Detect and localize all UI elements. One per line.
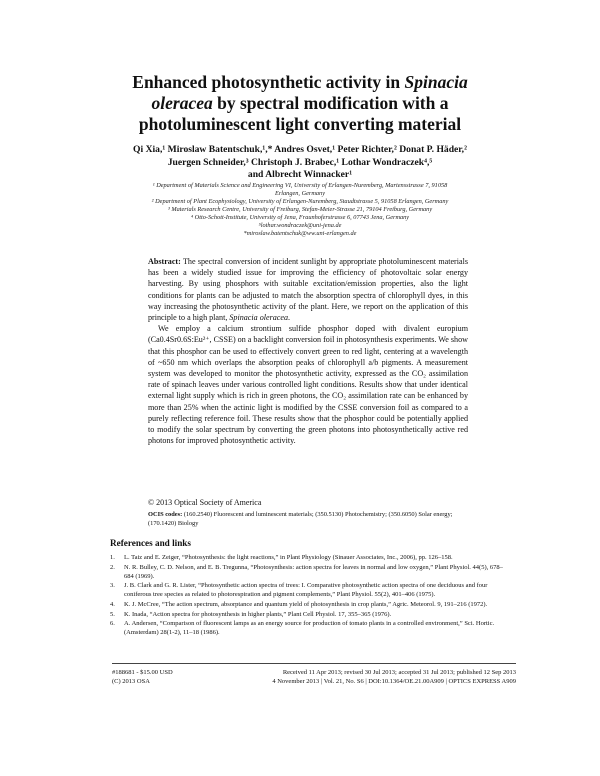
page-footer xyxy=(112,668,516,686)
title-line2-b: by spectral modification with a xyxy=(212,93,449,113)
reference-text: K. Inada, “Action spectra for photosynthesis in higher plants,” Plant Cell Physiol. 17, 355–365 (1976). xyxy=(124,610,392,618)
reference-text: J. B. Clark and G. R. Lister, “Photosynthetic action spectra of trees: I. Comparative photosynthetic action spectra of one deciduous and four coniferous tree species as related to photorespiration and pigment complements,” Plant Physiol. 55(2), 401–406 (1975). xyxy=(124,582,488,599)
affiliation-line: ⁴ Otto-Schott-Institute, University of Jena, Fraunhoferstrasse 6, 07743 Jena, Germany xyxy=(190,214,410,221)
title-line3: photoluminescent light converting material xyxy=(138,114,462,134)
title-line1-b: Spinacia xyxy=(404,72,468,92)
abstract-text: The spectral conversion of incident sunlight by appropriate photoluminescent materials has been a widely studied issue for improving the efficiency of photovoltaic solar energy harvesting. By using phosphors with suitable excitation/emission properties, also the light conditions for plants can be adjusted to match the absorption spectra of chlorophyll dyes, in this way increasing the photosynthetic activity of the plant. Here, we report on the application of this principle to a high plant, xyxy=(148,257,468,323)
affiliation-line: ³ Materials Research Centre, University of Freiburg, Stefan-Meier-Strasse 21, 79104 Freiburg, Germany xyxy=(167,206,433,213)
email-link[interactable]: *miroslaw.batentschuk@ww.uni-erlangen.de xyxy=(243,230,357,237)
abstract-label: Abstract: xyxy=(148,257,181,266)
references-list xyxy=(110,553,510,638)
abstract xyxy=(148,256,468,446)
abstract-text: . xyxy=(288,313,291,323)
paper-title xyxy=(60,72,540,135)
authors-line3: and Albrecht Winnacker¹ xyxy=(247,169,353,180)
reference-text: N. R. Bulley, C. D. Nelson, and E. B. Tregunna, “Photosynthesis: action spectra for leaves in normal and low oxygen,” Plant Physiol. 44(5), 678–684 (1969). xyxy=(124,563,503,580)
footer-citation: 4 November 2013 | Vol. 21, No. S6 | DOI:10.1364/OE.21.00A909 | OPTICS EXPRESS A909 xyxy=(272,678,516,685)
author-list xyxy=(80,144,520,182)
email-link[interactable]: ⁵lothar.wondraczek@uni-jena.de xyxy=(258,222,342,229)
reference-number: 3. xyxy=(110,582,115,590)
reference-item xyxy=(110,553,510,562)
reference-number: 6. xyxy=(110,620,115,628)
affiliation-line: Erlangen, Germany xyxy=(274,190,325,197)
abstract-paragraph-2: We employ a calcium strontium sulfide phosphor doped with divalent europium (Ca0.4Sr0.6S:Eu²⁺, CSSE) on a backlight conversion foil in photosynthesis experiments. We show that this phosphor can be used to effectively convert green to red light, centering at a wavelength of ~650 nm which overlaps the absorption peaks of chlorophyll a/b pigments. A measurement system was developed to monitor the photosynthetic activity, expressed as the CO₂ assimilation rate of spinach leaves under various controlled light conditions. Results show that under identical external light supply which is rich in green photons, the CO₂ assimilation rate can be enhanced by more than 25% when the actinic light is modified by the CSSE conversion foil as compared to a purely reflecting reference foil. These results show that the phosphor could be potentially applied to modify the solar spectrum by converting the green photons into photosynthetically active red photons for improved photosynthetic activity. xyxy=(148,324,468,446)
reference-item xyxy=(110,610,510,619)
copyright-line: © 2013 Optical Society of America xyxy=(148,498,262,507)
reference-text: A. Andersen, “Comparison of fluorescent lamps as an energy source for production of tomato plants in a controlled environment,” Sci. Hortic. (Amsterdam) 28(1-2), 11–18 (1986). xyxy=(124,620,495,637)
footer-row xyxy=(112,668,516,677)
reference-number: 2. xyxy=(110,563,115,571)
reference-text: K. J. McCree, “The action spectrum, absorptance and quantum yield of photosynthesis in crop plants,” Agric. Meteorol. 9, 191–216 (1972). xyxy=(124,600,488,608)
title-line2-a: oleracea xyxy=(151,93,213,113)
reference-number: 4. xyxy=(110,600,115,608)
footer-dates: Received 11 Apr 2013; revised 30 Jul 2013; accepted 31 Jul 2013; published 12 Sep 2013 xyxy=(282,669,516,676)
ocis-codes xyxy=(148,511,468,528)
reference-number: 1. xyxy=(110,554,115,561)
affiliation-line: ¹ Department of Materials Science and Engineering VI, University of Erlangen-Nuremberg, Martensstrasse 7, 91058 xyxy=(152,182,448,189)
reference-number: 5. xyxy=(110,610,115,618)
affiliation-line: ² Department of Plant Ecophysiology, University of Erlangen-Nuremberg, Staudtstrasse 5, 91058 Erlangen, Germany xyxy=(151,198,449,205)
footer-row xyxy=(112,677,516,686)
footer-copyright: (C) 2013 OSA xyxy=(112,678,150,685)
reference-item xyxy=(110,581,510,599)
affiliations xyxy=(100,182,500,238)
reference-item xyxy=(110,600,510,609)
species-name: Spinacia oleracea xyxy=(229,313,289,323)
title-line1-a: Enhanced photosynthetic activity in xyxy=(132,72,405,92)
ocis-label: OCIS codes: xyxy=(148,511,183,518)
abstract-paragraph-1 xyxy=(148,256,468,323)
references-heading: References and links xyxy=(110,538,191,548)
authors-line2: Juergen Schneider,³ Christoph J. Brabec,¹ Lothar Wondraczek⁴,⁵ xyxy=(167,156,433,168)
footer-price: #188681 - $15.00 USD xyxy=(112,669,173,676)
ocis-text: (160.2540) Fluorescent and luminescent materials; (350.5130) Photochemistry; (350.6050) Solar energy; (170.1420) Biology xyxy=(148,511,453,527)
reference-text: L. Taiz and E. Zeiger, “Photosynthesis: the light reactions,” in Plant Physiology (Sinauer Associates, Inc., 2006), pp. 126–158. xyxy=(124,554,453,561)
reference-item xyxy=(110,563,510,581)
authors-line1: Qi Xia,¹ Miroslaw Batentschuk,¹,* Andres Osvet,¹ Peter Richter,² Donat P. Häder,² xyxy=(133,144,467,155)
reference-item xyxy=(110,619,510,637)
footer-divider xyxy=(112,663,516,664)
